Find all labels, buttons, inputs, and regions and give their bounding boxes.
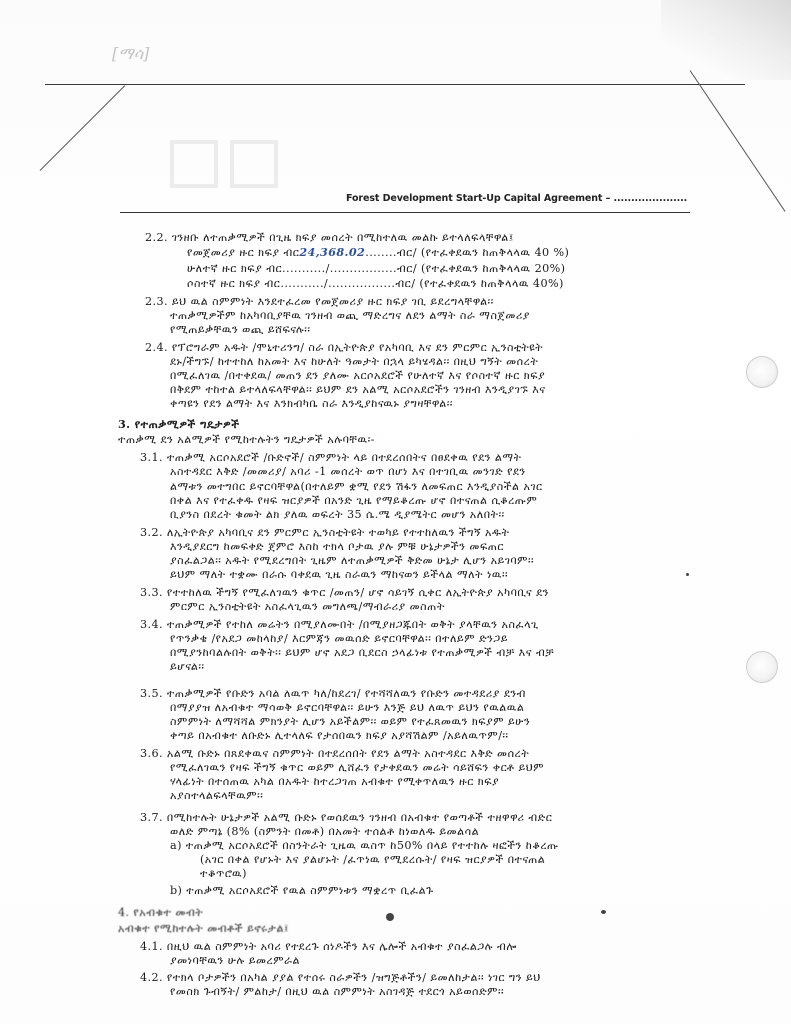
text-line-content: 2.4. የፕሮግራም አዱት /ሞኒተሪንግ/ ስራ በኢትዮጵያ የአካባቢ እና ደን ምርምር ኢንስቲትዩት bbox=[145, 341, 544, 354]
text-line-content: 3.2. ለኢትዮጵያ አካባቢና ደን ምርምር ኢንስቲትዩት ተወካይ የተተከለዉን ችግኝ አዱት bbox=[140, 526, 510, 539]
text-line bbox=[140, 811, 552, 825]
text-line-content: በሚያንከባልሉበት ወቅት፡፡ ይህም ሆኖ አደጋ ቢደርስ ኃላፊነቱ የተጠቃሚዎች ብቻ እና ብቻ bbox=[170, 646, 555, 659]
text-line bbox=[170, 600, 445, 614]
text-line-content: ደኑ/ችግኙ/ ከተተከለ ከአመት እና ከሁለት ዓመታት በኋላ ይካሄዳል፡፡ በዚህ ግኝት መሰረት bbox=[170, 355, 539, 368]
text-line-content: የመጀመሪያ ዙር ክፍያ ብር bbox=[187, 246, 300, 259]
text-line-content: ያመነባቸዉን ሁሉ ይመረምራል bbox=[170, 954, 300, 967]
text-line-content: 4. የአብቁተ መብት bbox=[118, 906, 204, 919]
text-line-content: የሚጠይቃቸዉን ወጪ ይሸፍናሉ፡፡ bbox=[170, 323, 311, 336]
text-line bbox=[118, 922, 289, 936]
text-line bbox=[118, 433, 375, 447]
text-line bbox=[145, 295, 494, 309]
text-line-content: ቢያንስ በደረት ቁመት ልክ ያለዉ ወፍረት 35 ሴ.ሜ ዲያሜትር መሆን አለበት፡፡ bbox=[170, 508, 505, 521]
text-line bbox=[145, 341, 543, 355]
text-line bbox=[170, 954, 300, 968]
margin-note: [ማሳ] bbox=[112, 44, 150, 63]
text-line bbox=[170, 825, 479, 839]
header-rule bbox=[120, 212, 690, 213]
text-line-content: ምርምር ኢንስቲትዩት አስፈላጊዉን መግለጫ/ማብራሪያ መስጠት bbox=[170, 600, 445, 613]
text-line-content: በቅደም ተከተል ይተላለፍላቸዋል፡፡ ይህም ደን አልሚ አርሶአደሮችን ገንዘብ እንዲያገኙ እና bbox=[170, 383, 546, 396]
text-line-content: b) ተጠቃሚ አርሶአደሮች የዉል ስምምነቱን ማቋረጥ ቢፈልጉ bbox=[170, 884, 434, 897]
text-line bbox=[170, 508, 505, 522]
text-line-content: 2.2. ገንዘቡ ለተጠቃሚዎች በጊዜ ክፍያ መሰረት በሚከተለዉ መልኩ ይተላለፍላቸዋል፤ bbox=[145, 231, 514, 244]
bleed-through-mark bbox=[170, 140, 218, 188]
text-line bbox=[170, 323, 310, 337]
text-line bbox=[187, 262, 565, 276]
text-line bbox=[170, 715, 530, 729]
text-line bbox=[170, 465, 526, 479]
text-line-content: ቀጣዩን የደን ልማት እና እንክብካቤ ስራ እንዲያከናዉኑ ያግዛቸዋል፡፡ bbox=[170, 397, 453, 410]
text-line-content: 3.5. ተጠቃሚዎች የቡድን አባል ለዉጥ ካለ/ከደረገ/ የተሻሻለዉን የቡድን መተዳደሪያ ደንብ bbox=[140, 687, 526, 700]
text-line bbox=[140, 451, 521, 465]
text-line bbox=[170, 729, 508, 743]
text-line-content: ሃላፊነት በተሰጠዉ አካል በአዱት ከተረጋገጠ አብቁተ የሚቀጥለዉን ዙር ክፍያ bbox=[170, 775, 500, 788]
text-line-continuation: ........ብር/ (የተፈቀደዉን ከጠቅላላዉ 40 %) bbox=[365, 246, 570, 259]
text-line-content: ያስፈልጋል፡፡ አዱት የሚደረግበት ጊዜም ለተጠቃሚዎች ቅድመ ሁኔታ ሊሆን አይገባም፡፡ bbox=[170, 554, 535, 567]
text-line bbox=[170, 660, 204, 674]
text-line-content: a) ተጠቃሚ አርሶአደሮች በስንትራት ጊዜዉ ዉስጥ ከ50% በላይ የተተከሉ ዛፎችን ከቆረጡ bbox=[170, 839, 559, 852]
text-line-content: የሚፈለገዉን የዛፍ ችግኝ ቁጥር ወይም ሊሸፈን የታቀደዉን መሬት ሳይሸፍን ቀርቶ ይህም bbox=[170, 761, 545, 774]
text-line-content: 3.4. ተጠቃሚዎች የተከለ መሬትን በሚያለሙበት /በሚያዘጋጁበት ወቅት ያላቸዉን አስፈላጊ bbox=[140, 618, 539, 631]
text-line-content: በማያያዝ ለአብቁተ ማሳወቅ ይኖርባቸዋል፡፡ ይሁን እንጅ ይህ ለዉጥ ይህን የዉልዉል bbox=[170, 701, 525, 714]
text-line-content: አያስተላልፍላቸዉም፡፡ bbox=[170, 789, 264, 802]
text-line-content: ሁለተኛ ዙር ክፍያ ብር.........../.................ብር/ (የተፈቀደዉን ከጠቅላላዉ 20%) bbox=[187, 262, 566, 275]
text-line-content: በቀል እና የተፈቀዱ የዛፍ ዝርያዎች በአንድ ጊዜ የማይቆረጡ ሆኖ በተናጠል ሲቆረጡም bbox=[170, 494, 538, 507]
text-line bbox=[170, 884, 434, 898]
text-line bbox=[140, 526, 509, 540]
text-line-content: ስምምነት ለማሻሻል ምክንያት ሊሆን አይችልም፡፡ ወይም የተፈጸመዉን ክፍያም ይሁን bbox=[170, 715, 531, 728]
text-line-content: ወለድ ምጣኔ (8% (ስምንት በመቶ) በአመት ተሰልቶ ከነወለዱ ይመልሳል bbox=[170, 825, 480, 838]
text-line bbox=[118, 417, 240, 431]
text-line bbox=[170, 383, 546, 397]
text-line-content: ይሆናል፡፡ bbox=[170, 660, 205, 673]
text-line bbox=[200, 853, 545, 867]
text-line bbox=[140, 618, 539, 632]
text-line-content: ይህም ማለት ተቋሙ በራሱ ባቀደዉ ጊዜ ስራዉን ማከናወን ይችላል ማለት ነዉ፡፡ bbox=[170, 568, 509, 581]
text-line bbox=[170, 839, 559, 853]
text-line bbox=[140, 586, 549, 600]
text-line bbox=[170, 355, 538, 369]
text-line-content: ተጠቃሚዎችም ከአካባቢያቸዉ ገንዘብ ወጪ ማድረግና ለደን ልማት ስራ ማስጀመሪያ bbox=[170, 309, 530, 322]
text-line bbox=[170, 397, 453, 411]
text-line-content: የጥንቃቄ /የአደጋ መከላከያ/ እርምጃን መዉሰድ ይኖርባቸዋል፡፡ በተለይም ድንጋይ bbox=[170, 632, 508, 645]
bleed-through-mark bbox=[230, 140, 278, 188]
text-line bbox=[170, 554, 534, 568]
text-line-content: 3. የተጠቃሚዎች ግዴታዎች bbox=[118, 417, 240, 431]
running-header: Forest Development Start-Up Capital Agreement – ..................... bbox=[346, 193, 688, 204]
scan-speck bbox=[686, 573, 689, 576]
text-line bbox=[170, 480, 543, 494]
text-line-content: 2.3. ይህ ዉል ስምምነት እንደተፈረመ የመጀመሪያ ዙር ክፍያ ገቢ ይደረግላቸዋል፡፡ bbox=[145, 295, 494, 308]
text-line-content: 3.1. ተጠቃሚ አርሶአደሮች /ቡድኖች/ ስምምነት ላይ በተደረሰበትና በፀደቀዉ የደን ልማት bbox=[140, 451, 522, 464]
text-line bbox=[145, 231, 514, 245]
text-line bbox=[118, 906, 203, 920]
text-line bbox=[170, 540, 504, 554]
top-rule bbox=[45, 84, 745, 85]
text-line bbox=[170, 568, 508, 582]
text-line bbox=[187, 277, 564, 291]
text-line-content: አብቁተ የሚከተሉት መብቶች ይኖሩታል፤ bbox=[118, 922, 289, 935]
text-line-content: ሶስተኛ ዙር ክፍያ ብር.........../.................ብር/ (የተፈቀደዉን ከጠቅላላዉ 40%) bbox=[187, 277, 564, 290]
text-line-content: ተጠቃሚ ደን አልሚዎች የሚከተሉትን ግዴታዎች አሉባቸዉ፡- bbox=[118, 433, 375, 446]
text-line-content: 3.7. በሚከተሉት ሁኔታዎች አልሚ ቡድኑ የወሰደዉን ገንዘብ በአብቁተ የወጣቶች ተዘዋዋሪ ብድር bbox=[140, 811, 553, 824]
text-line-content: 3.6. አልሚ ቡድኑ በጸደቀዉና ስምምነት በተደረሰበት የደን ልማት አስተዳደር እቅድ መሰረት bbox=[140, 747, 530, 760]
scan-speck bbox=[601, 910, 606, 914]
text-line bbox=[140, 747, 529, 761]
text-line bbox=[170, 789, 263, 803]
text-line bbox=[170, 309, 530, 323]
text-line bbox=[140, 687, 526, 701]
text-line bbox=[140, 971, 541, 985]
text-line-content: 4.1. በዚህ ዉል ስምምነት አባሪ የተደረጉ ሰነዶችን እና ሌሎች አብቁተ ያስፈልጋሉ ብሎ bbox=[140, 940, 517, 953]
handwritten-amount: 24,368.02 bbox=[299, 245, 366, 259]
text-line bbox=[170, 985, 504, 999]
text-line-content: 3.3. የተተከለዉ ችግኝ የሚፈለገዉን ቁጥር /መጠን/ ሆኖ ሳይገኝ ሲቀር ለኢትዮጵያ አካባቢና ደን bbox=[140, 586, 549, 599]
text-line-content: አስተዳደር እቅድ /መመሪያ/ አባሪ -1 መሰረት ወጥ በሆነ እና በተገቢዉ መንገድ የደን bbox=[170, 465, 526, 478]
text-line-content: 4.2. የተክላ ቦታዎችን በአካል ያያል የተሰሩ ስራዎችን /ዝግጅቶችን/ ይመለከታል፡፡ ነገር ግን ይህ bbox=[140, 971, 541, 984]
text-line-content: ልማቱን መተግበር ይኖርባቸዋል(በተለይም ቋሚ የደን ሽፋን ለመፍጠር እንዲያስችል አገር bbox=[170, 480, 543, 493]
text-line-content: (አገር በቀል የሆኑት እና ያልሆኑት /ፈጥነዉ የሚደረሱት/ የዛፍ ዝርያዎች በተናጠል bbox=[200, 853, 546, 866]
folded-corner bbox=[661, 0, 791, 80]
scan-speck bbox=[386, 913, 394, 921]
text-line bbox=[170, 494, 537, 508]
text-line-content: ቀጣይ በአብቁተ ለቡድኑ ሊተላለፍ የታሰበዉን ክፍያ አያሻሽልም /አይለዉጥም/፡፡ bbox=[170, 729, 509, 742]
text-line bbox=[170, 632, 508, 646]
text-line-content: እንዲያደርግ ከመፍቀድ ጀምሮ እስከ ተክላ ቦታዉ ያሉ ምቹ ሁኔታዎችን መፍጠር bbox=[170, 540, 505, 553]
text-line-content: በሚፈለገዉ /በተቀደዉ/ መጠን ደን ያለሙ አርሶአደሮች የሁለተኛ እና የሶስተኛ ዙር ክፍያ bbox=[170, 369, 546, 382]
text-line bbox=[200, 867, 247, 881]
text-line bbox=[170, 775, 499, 789]
text-line-content: የመስክ ጉብኝት/ ምልከታ/ በዚህ ዉል ስምምነት አስገዳጅ ተደርጎ አይወሰድም፡፡ bbox=[170, 985, 505, 998]
punch-hole bbox=[746, 651, 778, 683]
text-line bbox=[170, 701, 524, 715]
text-line bbox=[187, 245, 569, 260]
text-line bbox=[170, 646, 554, 660]
text-line bbox=[140, 940, 517, 954]
punch-hole bbox=[746, 356, 778, 388]
text-line-content: ተቆጥሮዉ) bbox=[200, 867, 247, 880]
text-line bbox=[170, 369, 545, 383]
text-line bbox=[170, 761, 544, 775]
